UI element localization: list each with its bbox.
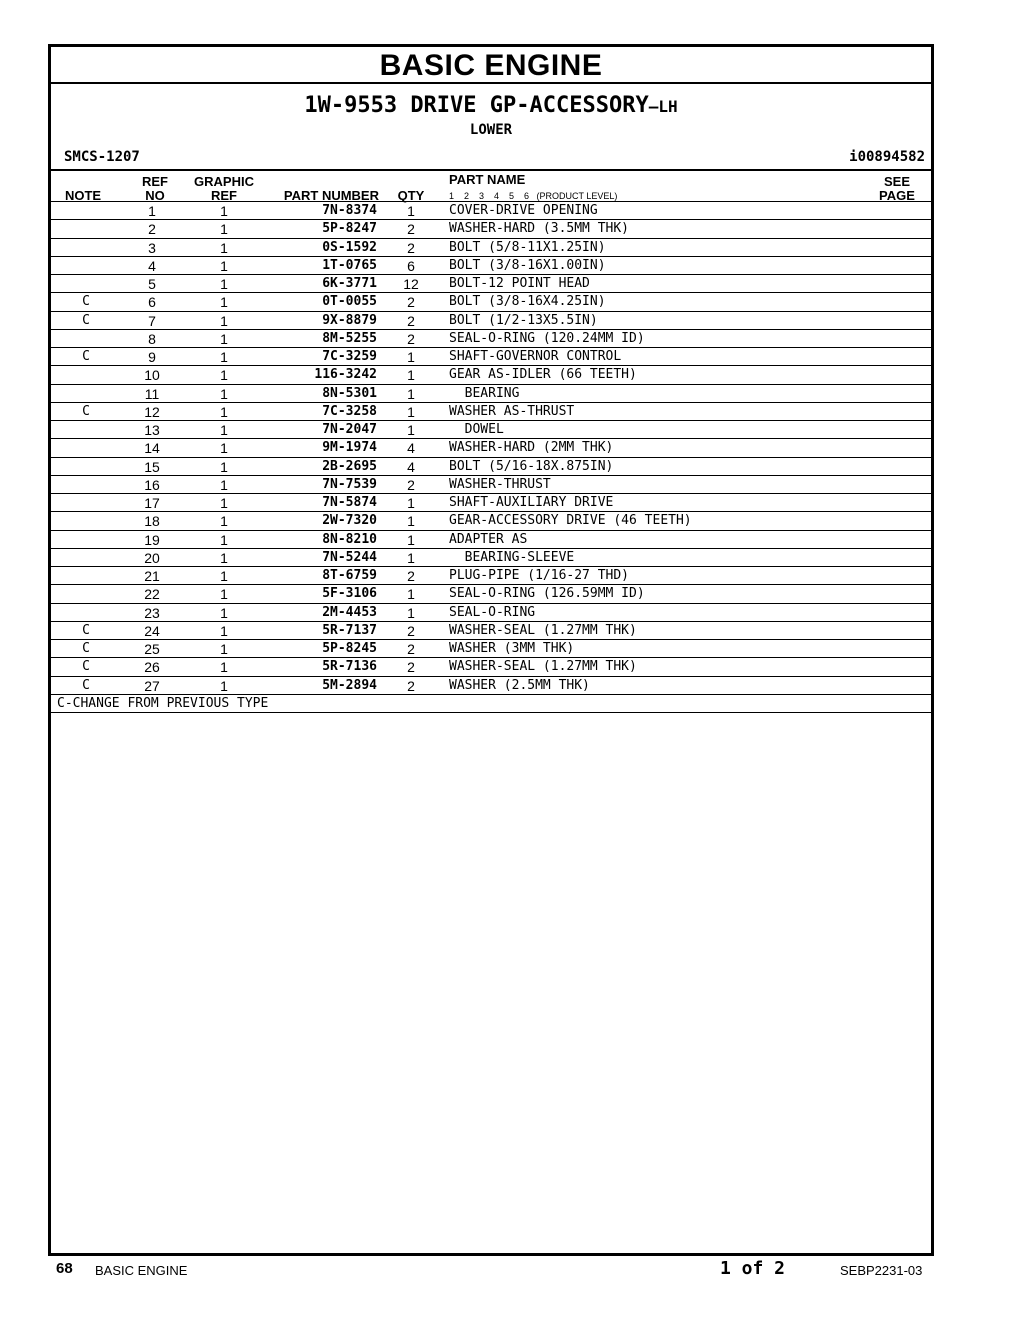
table-row [51, 366, 931, 384]
cell-part-name: BOLT (3/8-16X4.25IN) [449, 294, 606, 310]
cell-graphic-ref: 1 [220, 312, 228, 329]
cell-part-name: SEAL-O-RING [449, 604, 536, 620]
group-subtitle: LOWER [469, 122, 513, 138]
cell-graphic-ref: 1 [220, 495, 228, 511]
cell-qty: 1 [407, 549, 415, 566]
cell-part-number: 5F-3106 [322, 586, 377, 602]
cell-graphic-ref: 1 [220, 276, 228, 292]
cell-note: C [82, 294, 90, 310]
cell-graphic-ref: 1 [220, 257, 228, 274]
section-title: BASIC ENGINE [51, 47, 931, 84]
cell-ref-no: 26 [144, 659, 160, 676]
page-number: 68 [56, 1260, 73, 1277]
cell-graphic-ref: 1 [220, 549, 228, 566]
parts-page-frame [48, 44, 934, 1256]
cell-qty: 2 [407, 239, 415, 256]
col-header-ref-bottom: NO [145, 188, 165, 203]
col-header-qty: QTY [397, 188, 425, 203]
cell-ref-no: 7 [148, 312, 156, 329]
cell-graphic-ref: 1 [220, 349, 228, 365]
table-row [51, 658, 931, 676]
cell-qty: 2 [407, 568, 415, 584]
smcs-code: SMCS-1207 [64, 149, 140, 165]
cell-ref-no: 17 [144, 495, 160, 511]
cell-ref-no: 24 [144, 622, 160, 639]
cell-graphic-ref: 1 [220, 568, 228, 584]
cell-note: C [82, 659, 90, 675]
cell-part-name: BOLT (5/16-18X.875IN) [449, 458, 614, 474]
footer-section: BASIC ENGINE [95, 1263, 188, 1278]
cell-ref-no: 15 [144, 458, 160, 475]
cell-graphic-ref: 1 [220, 641, 228, 657]
cell-part-name: WASHER-THRUST [449, 476, 551, 492]
cell-qty: 1 [407, 586, 415, 603]
cell-qty: 1 [407, 604, 415, 621]
cell-qty: 4 [407, 458, 415, 475]
cell-graphic-ref: 1 [220, 385, 228, 402]
cell-part-name: BEARING-SLEEVE [449, 549, 575, 565]
cell-part-number: 5P-8245 [322, 641, 377, 656]
cell-note: C [82, 641, 90, 656]
cell-qty: 2 [407, 221, 415, 238]
cell-qty: 1 [407, 349, 415, 365]
table-row [51, 439, 931, 457]
col-header-ref-top: REF [142, 174, 168, 189]
cell-qty: 2 [407, 294, 415, 311]
cell-graphic-ref: 1 [220, 440, 228, 457]
parts-table [51, 202, 931, 713]
table-row [51, 257, 931, 275]
cell-part-number: 7N-2047 [322, 422, 377, 437]
cell-ref-no: 8 [148, 330, 156, 347]
cell-part-name: SEAL-O-RING (120.24MM ID) [449, 330, 645, 346]
cell-part-number: 5M-2894 [322, 677, 377, 693]
cell-note: C [82, 349, 90, 364]
cell-graphic-ref: 1 [220, 586, 228, 603]
table-row [51, 348, 931, 366]
cell-ref-no: 6 [148, 294, 156, 311]
cell-qty: 12 [403, 276, 419, 292]
cell-qty: 1 [407, 531, 415, 548]
cell-part-number: 8T-6759 [322, 568, 377, 583]
cell-part-name: COVER-DRIVE OPENING [449, 203, 598, 218]
cell-part-name: WASHER AS-THRUST [449, 403, 575, 419]
table-row [51, 567, 931, 585]
cell-ref-no: 5 [148, 276, 156, 292]
cell-part-number: 8N-8210 [322, 531, 377, 547]
cell-part-name: BOLT-12 POINT HEAD [449, 276, 590, 291]
cell-graphic-ref: 1 [220, 294, 228, 311]
table-row [51, 385, 931, 403]
cell-part-name: SHAFT-GOVERNOR CONTROL [449, 349, 622, 364]
cell-part-number: 116-3242 [314, 367, 377, 383]
table-row [51, 640, 931, 658]
footnote: C-CHANGE FROM PREVIOUS TYPE [51, 695, 931, 713]
cell-part-name: BEARING [449, 385, 520, 401]
table-row [51, 531, 931, 549]
table-row [51, 494, 931, 512]
cell-part-name: WASHER (3MM THK) [449, 641, 575, 656]
cell-ref-no: 4 [148, 257, 156, 274]
cell-ref-no: 22 [144, 586, 160, 603]
cell-qty: 1 [407, 385, 415, 402]
cell-ref-no: 23 [144, 604, 160, 621]
cell-note: C [82, 312, 90, 328]
table-row [51, 421, 931, 439]
cell-qty: 1 [407, 513, 415, 530]
cell-part-name: WASHER-HARD (2MM THK) [449, 440, 614, 456]
cell-graphic-ref: 1 [220, 422, 228, 438]
cell-ref-no: 19 [144, 531, 160, 548]
page-of: 1 of 2 [720, 1258, 786, 1279]
table-row [51, 585, 931, 603]
cell-part-number: 0S-1592 [322, 239, 377, 255]
cell-note: C [82, 677, 90, 693]
col-header-graphic-top: GRAPHIC [194, 174, 254, 189]
cell-graphic-ref: 1 [220, 531, 228, 548]
cell-graphic-ref: 1 [220, 513, 228, 530]
table-row [51, 677, 931, 695]
col-header-part-number: PART NUMBER [283, 188, 379, 203]
cell-part-name: BOLT (5/8-11X1.25IN) [449, 239, 606, 255]
cell-qty: 2 [407, 641, 415, 657]
cell-part-number: 2M-4453 [322, 604, 377, 620]
cell-part-number: 6K-3771 [322, 276, 377, 291]
col-header-part-name: PART NAME [449, 172, 526, 187]
cell-part-name: WASHER-HARD (3.5MM THK) [449, 221, 630, 237]
cell-ref-no: 1 [148, 203, 156, 219]
cell-graphic-ref: 1 [220, 221, 228, 238]
cell-part-number: 1T-0765 [322, 257, 377, 273]
cell-ref-no: 14 [144, 440, 160, 457]
cell-graphic-ref: 1 [220, 659, 228, 676]
cell-part-name: PLUG-PIPE (1/16-27 THD) [449, 568, 630, 583]
cell-part-name: BOLT (3/8-16X1.00IN) [449, 257, 606, 273]
cell-ref-no: 21 [144, 568, 160, 584]
table-row [51, 622, 931, 640]
col-header-see-bottom: PAGE [879, 188, 915, 203]
cell-qty: 1 [407, 495, 415, 511]
table-row [51, 604, 931, 622]
cell-graphic-ref: 1 [220, 239, 228, 256]
cell-part-number: 7C-3258 [322, 403, 377, 419]
cell-part-number: 2W-7320 [322, 513, 377, 529]
cell-part-name: SHAFT-AUXILIARY DRIVE [449, 495, 614, 510]
document-id: SEBP2231-03 [840, 1263, 923, 1278]
cell-ref-no: 20 [144, 549, 160, 566]
table-row [51, 275, 931, 293]
cell-ref-no: 12 [144, 403, 160, 420]
group-name: DRIVE GP-ACCESSORY [410, 93, 649, 118]
table-row [51, 458, 931, 476]
cell-part-number: 7N-8374 [322, 203, 377, 218]
illustration-id: i00894582 [849, 149, 925, 165]
group-suffix: —LH [648, 97, 678, 116]
cell-part-name: DOWEL [449, 422, 504, 437]
cell-ref-no: 11 [144, 385, 160, 402]
table-row [51, 549, 931, 567]
cell-graphic-ref: 1 [220, 403, 228, 420]
cell-qty: 2 [407, 659, 415, 676]
cell-part-name: GEAR-ACCESSORY DRIVE (46 TEETH) [449, 513, 692, 529]
cell-graphic-ref: 1 [220, 367, 228, 384]
cell-ref-no: 25 [144, 641, 160, 657]
cell-note: C [82, 403, 90, 419]
cell-ref-no: 2 [148, 221, 156, 238]
cell-qty: 2 [407, 312, 415, 329]
cell-part-number: 8N-5301 [322, 385, 377, 401]
cell-ref-no: 27 [144, 677, 160, 694]
cell-qty: 1 [407, 203, 415, 219]
cell-part-number: 7N-5874 [322, 495, 377, 510]
cell-qty: 2 [407, 622, 415, 639]
cell-qty: 4 [407, 440, 415, 457]
group-title [51, 93, 931, 120]
table-row [51, 239, 931, 257]
cell-part-number: 5R-7136 [322, 659, 377, 675]
cell-graphic-ref: 1 [220, 476, 228, 493]
cell-part-number: 0T-0055 [322, 294, 377, 310]
cell-part-name: WASHER (2.5MM THK) [449, 677, 590, 693]
col-header-product-level: 1 2 3 4 5 6 (PRODUCT LEVEL) [449, 191, 618, 201]
cell-ref-no: 13 [144, 422, 160, 438]
cell-qty: 2 [407, 476, 415, 493]
col-header-graphic-bottom: REF [211, 188, 237, 203]
cell-part-name: GEAR AS-IDLER (66 TEETH) [449, 367, 637, 383]
cell-part-name: ADAPTER AS [449, 531, 528, 547]
table-row [51, 330, 931, 348]
cell-graphic-ref: 1 [220, 330, 228, 347]
cell-part-number: 5P-8247 [322, 221, 377, 237]
table-row [51, 403, 931, 421]
cell-part-number: 7C-3259 [322, 349, 377, 364]
cell-qty: 1 [407, 422, 415, 438]
table-row [51, 312, 931, 330]
cell-part-name: BOLT (1/2-13X5.5IN) [449, 312, 598, 328]
group-number: 1W-9553 [304, 93, 398, 118]
cell-part-number: 2B-2695 [322, 458, 377, 474]
cell-part-number: 9M-1974 [322, 440, 377, 456]
col-header-see-top: SEE [883, 174, 910, 189]
cell-graphic-ref: 1 [220, 203, 228, 219]
table-row [51, 476, 931, 494]
cell-part-number: 7N-5244 [322, 549, 377, 565]
table-row [51, 202, 931, 220]
header-rule [51, 169, 931, 171]
cell-part-name: WASHER-SEAL (1.27MM THK) [449, 622, 637, 638]
cell-qty: 6 [407, 257, 415, 274]
cell-part-number: 9X-8879 [322, 312, 377, 328]
table-row [51, 220, 931, 238]
cell-graphic-ref: 1 [220, 622, 228, 639]
cell-qty: 2 [407, 330, 415, 347]
cell-ref-no: 10 [144, 367, 160, 384]
cell-part-number: 5R-7137 [322, 622, 377, 638]
cell-ref-no: 16 [144, 476, 160, 493]
cell-qty: 1 [407, 403, 415, 420]
cell-part-number: 8M-5255 [322, 330, 377, 346]
cell-graphic-ref: 1 [220, 458, 228, 475]
cell-ref-no: 9 [148, 349, 156, 365]
table-row [51, 512, 931, 530]
col-header-note: NOTE [64, 188, 102, 203]
cell-qty: 2 [407, 677, 415, 694]
cell-ref-no: 3 [148, 239, 156, 256]
cell-note: C [82, 622, 90, 638]
cell-qty: 1 [407, 367, 415, 384]
cell-ref-no: 18 [144, 513, 160, 530]
table-row [51, 293, 931, 311]
cell-graphic-ref: 1 [220, 677, 228, 694]
cell-part-number: 7N-7539 [322, 476, 377, 492]
cell-part-name: SEAL-O-RING (126.59MM ID) [449, 586, 645, 602]
cell-part-name: WASHER-SEAL (1.27MM THK) [449, 659, 637, 675]
cell-graphic-ref: 1 [220, 604, 228, 621]
